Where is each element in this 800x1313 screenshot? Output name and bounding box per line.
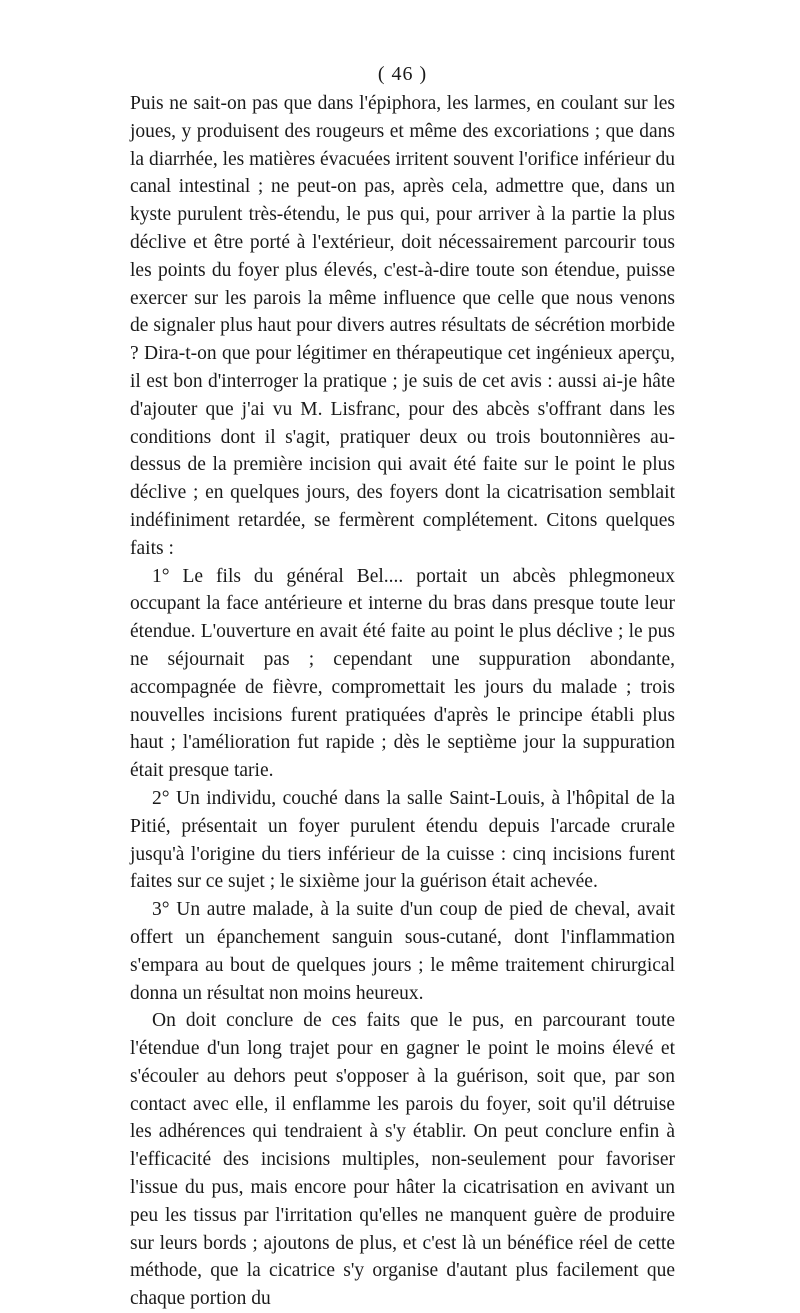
paragraph-5: On doit conclure de ces faits que le pus, en parcourant toute l'étendue d'un long trajet pour en gagner le point le moins élevé et s'écouler au dehors peut s'opposer à la guérison, soit que, par son contact avec elle, il enflamme les parois du foyer, soit qu'il détruise les adhérences qui tendraient à s'y établir. On peut conclure enfin à l'efficacité des incisions multiples, non-seulement pour favoriser l'issue du pus, mais encore pour hâter la cicatrisation en avivant un peu les tissus par l'irritation qu'elles ne manquent guère de produire sur leurs bords ; ajoutons de plus, et c'est là un bénéfice réel de cette méthode, que la cicatrice s'y organise d'autant plus facilement que chaque portion du [130,1010,675,1310]
page-number: ( 46 ) [377,63,428,85]
book-page [130,60,675,1313]
paragraph-4: 3° Un autre malade, à la suite d'un coup de pied de cheval, avait offert un épanchement sanguin sous-cutané, dont l'inflammation s'empara au bout de quelques jours ; le même traitement chirurgical donna un résultat non moins heureux. [130,899,675,1004]
paragraph-1: Puis ne sait-on pas que dans l'épiphora, les larmes, en coulant sur les joues, y produisent des rougeurs et même des excoriations ; que dans la diarrhée, les matières évacuées irritent souvent l'orifice inférieur du canal intestinal ; ne peut-on pas, après cela, admettre que, dans un kyste purulent très-étendu, le pus qui, pour arriver à la partie la plus déclive et être porté à l'extérieur, doit nécessairement parcourir tous les points du foyer plus élevés, c'est-à-dire toute son étendue, puisse exercer sur les parois la même influence que celle que nous venons de signaler plus haut pour divers autres résultats de sécrétion morbide ? Dira-t-on que pour légitimer en thérapeutique cet ingénieux aperçu, il est bon d'interroger la pratique ; je suis de cet avis : aussi ai-je hâte d'ajouter que j'ai vu M. Lisfranc, pour des abcès s'offrant dans les conditions dont il s'agit, pratiquer deux ou trois boutonnières au-dessus de la première incision qui avait été faite sur le point le plus déclive ; en quelques jours, des foyers dont la cicatrisation semblait indéfiniment retardée, se fermèrent complétement. Citons quelques faits : [130,93,675,559]
paragraph-2: 1° Le fils du général Bel.... portait un abcès phlegmoneux occupant la face antérieure et interne du bras dans presque toute leur étendue. L'ouverture en avait été faite au point le plus déclive ; le pus ne séjournait pas ; cependant une suppuration abondante, accompagnée de fièvre, compromettait les jours du malade ; trois nouvelles incisions furent pratiquées d'après le principe établi plus haut ; l'amélioration fut rapide ; dès le septième jour la suppuration était presque tarie. [130,565,675,782]
body-text [130,90,675,1313]
paragraph-3: 2° Un individu, couché dans la salle Saint-Louis, à l'hôpital de la Pitié, présentait un foyer purulent étendu depuis l'arcade crurale jusqu'à l'origine du tiers inférieur de la cuisse : cinq incisions furent faites sur ce sujet ; le sixième jour la guérison était achevée. [130,787,675,893]
